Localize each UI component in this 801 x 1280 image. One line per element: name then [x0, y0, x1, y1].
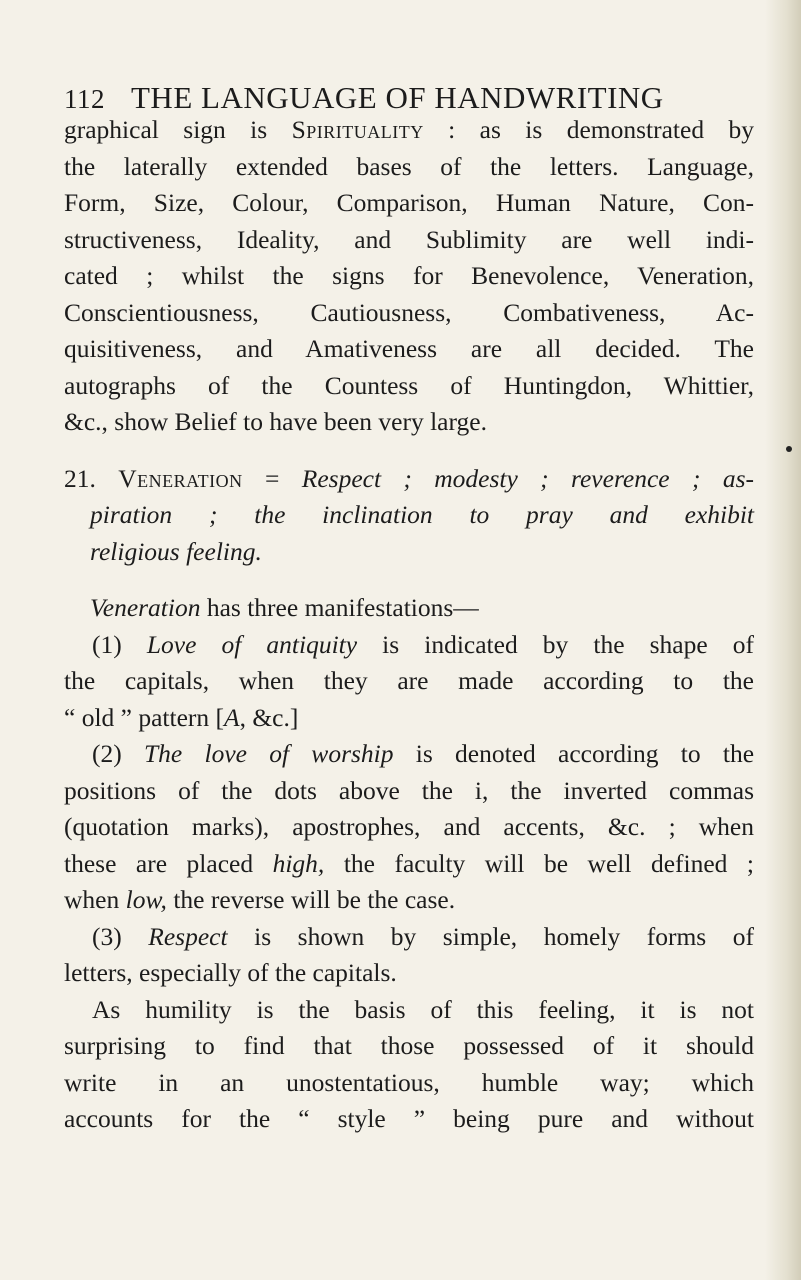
- section-heading: 21. Veneration = Respect ; modesty ; reverence ; as-: [64, 463, 754, 493]
- text-line: (quotation marks), apostrophes, and accents, &c. ; when: [64, 812, 754, 841]
- text-line: religious feeling.: [90, 536, 262, 566]
- text-line: the capitals, when they are made according to the: [64, 666, 754, 695]
- text-line: autographs of the Countess of Huntingdon, Whittier,: [64, 370, 754, 400]
- list-item: (3) Respect is shown by simple, homely forms of: [92, 921, 754, 951]
- text-line: structiveness, Ideality, and Sublimity are well indi-: [64, 224, 754, 254]
- text-line: Form, Size, Colour, Comparison, Human Nature, Con-: [64, 188, 754, 217]
- text-line: write in an unostentatious, humble way; which: [64, 1067, 754, 1097]
- text-line: cated ; whilst the signs for Benevolence, Veneration,: [64, 261, 754, 290]
- text-line: Veneration has three manifestations—: [90, 593, 479, 622]
- text-line: piration ; the inclination to pray and exhibit: [90, 500, 754, 529]
- list-item: (2) The love of worship is denoted according to the: [92, 739, 755, 768]
- margin-dot: [786, 446, 792, 452]
- text-line: “ old ” pattern [A, &c.]: [64, 702, 299, 732]
- running-header: [64, 80, 764, 116]
- page-edge-shadow: [765, 0, 801, 1280]
- term-spirituality: Spirituality: [291, 115, 424, 144]
- text-line: these are placed high, the faculty will be well defined ;: [64, 848, 755, 878]
- text-line: the laterally extended bases of the letters. Language,: [64, 151, 754, 181]
- text-line: when low, the reverse will be the case.: [64, 885, 456, 914]
- text-line: surprising to find that those possessed of it should: [64, 1031, 754, 1060]
- term-veneration: Veneration: [118, 463, 243, 493]
- list-item: (1) Love of antiquity is indicated by the shape of: [92, 629, 755, 659]
- page-body: [64, 112, 754, 1138]
- text-line: accounts for the “ style ” being pure and without: [64, 1104, 754, 1133]
- text-line: As humility is the basis of this feeling, it is not: [92, 994, 754, 1024]
- text-line: quisitiveness, and Amativeness are all decided. The: [64, 334, 754, 363]
- text-line: letters, especially of the capitals.: [64, 958, 397, 987]
- text-line: &c., show Belief to have been very large.: [64, 407, 487, 436]
- text-line: positions of the dots above the i, the inverted commas: [64, 775, 754, 805]
- running-title: THE LANGUAGE OF HANDWRITING: [131, 80, 664, 115]
- text-line: graphical sign is Spirituality : as is demonstrated by: [64, 115, 754, 144]
- text-line: Conscientiousness, Cautiousness, Combativeness, Ac-: [64, 297, 754, 327]
- page-number: 112: [64, 84, 105, 114]
